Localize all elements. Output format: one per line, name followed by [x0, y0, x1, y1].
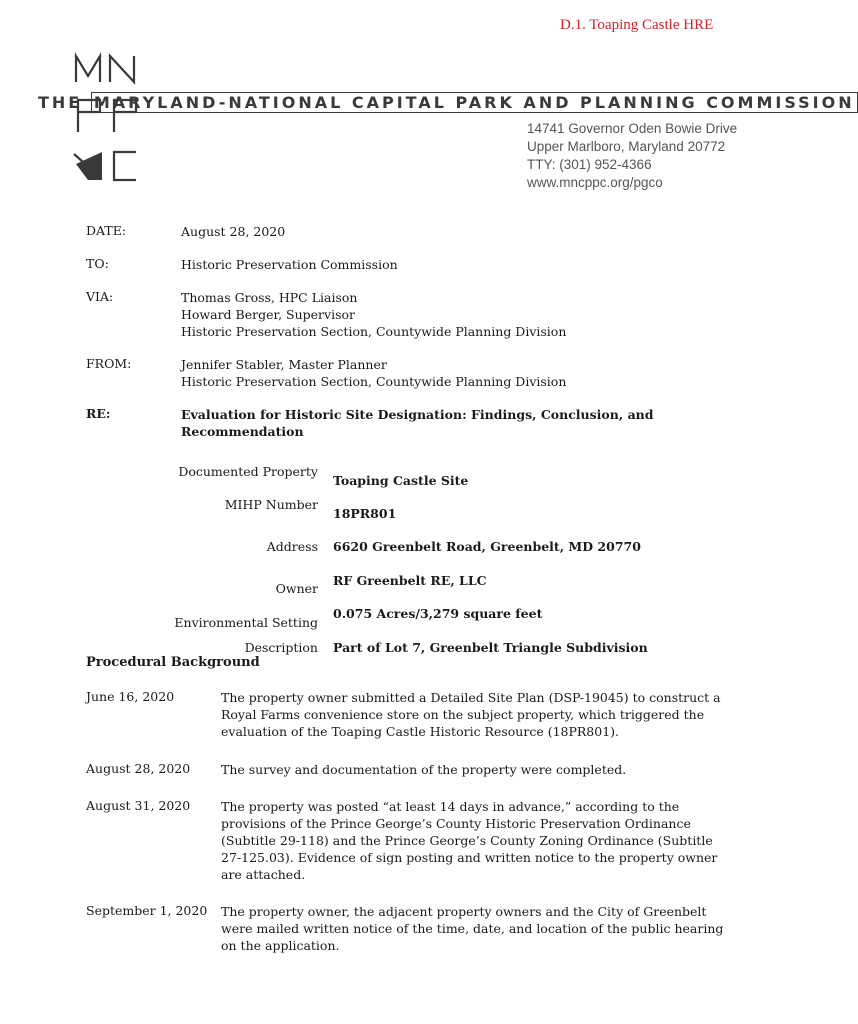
event-line: (Subtitle 29-118) and the Prince George’s County Zoning Ordinance (Subtitle [221, 833, 713, 848]
to-value: Historic Preservation Commission [181, 257, 398, 272]
event-line: The property was posted “at least 14 days in advance,” according to the [221, 799, 680, 814]
event-line: are attached. [221, 867, 306, 882]
mihp-value: 18PR801 [333, 506, 397, 521]
date-label: DATE: [86, 223, 127, 238]
logo-letter-n [110, 56, 134, 82]
mihp-label: MIHP Number [224, 497, 318, 512]
re-value [181, 406, 654, 440]
via-line: Historic Preservation Section, Countywide Planning Division [181, 324, 567, 339]
from-value [181, 356, 566, 390]
title-main: MARYLAND-NATIONAL CAPITAL PARK AND PLANNING COMMISSION [91, 92, 858, 113]
commission-title [38, 93, 858, 112]
address-line-2: Upper Marlboro, Maryland 20772 [527, 139, 726, 154]
date-value: August 28, 2020 [181, 224, 286, 239]
owner-label: Owner [275, 581, 318, 596]
event-line: provisions of the Prince George’s County Historic Preservation Ordinance [221, 816, 691, 831]
setting-label: Environmental Setting [174, 615, 318, 630]
property-label: Documented Property [178, 464, 318, 479]
event-line: The property owner submitted a Detailed Site Plan (DSP-19045) to construct a [221, 690, 721, 705]
mncppc-logo-mark [68, 52, 163, 187]
event-date: August 28, 2020 [86, 761, 191, 776]
logo-letter-m [76, 56, 100, 82]
event-line: The survey and documentation of the property were completed. [221, 762, 627, 777]
re-label: RE: [86, 406, 111, 421]
event-text [221, 761, 701, 778]
event-line: 27-125.03). Evidence of sign posting and written notice to the property owner [221, 850, 718, 865]
via-line: Thomas Gross, HPC Liaison [181, 290, 358, 305]
description-label: Description [244, 640, 318, 655]
property-value: Toaping Castle Site [333, 473, 469, 488]
to-label: TO: [86, 256, 109, 271]
event-date: September 1, 2020 [86, 903, 208, 918]
re-line: Recommendation [181, 424, 304, 439]
from-line: Historic Preservation Section, Countywide Planning Division [181, 374, 567, 389]
event-text [221, 689, 721, 740]
event-line: evaluation of the Toaping Castle Historic Resource (18PR801). [221, 724, 620, 739]
address-value: 6620 Greenbelt Road, Greenbelt, MD 20770 [333, 539, 641, 554]
event-line: on the application. [221, 938, 340, 953]
event-date: June 16, 2020 [86, 689, 175, 704]
website-link[interactable]: www.mncppc.org/pgco [527, 175, 663, 190]
via-value [181, 289, 566, 340]
via-label: VIA: [86, 289, 114, 304]
event-line: were mailed written notice of the time, date, and location of the public hearing [221, 921, 724, 936]
address-label: Address [266, 539, 318, 554]
event-text [221, 798, 718, 883]
event-line: The property owner, the adjacent property owners and the City of Greenbelt [221, 904, 707, 919]
owner-value: RF Greenbelt RE, LLC [333, 573, 487, 588]
section-title: Procedural Background [86, 655, 260, 670]
event-line: Royal Farms convenience store on the subject property, which triggered the [221, 707, 705, 722]
logo-letter-c [114, 152, 136, 180]
from-line: Jennifer Stabler, Master Planner [181, 357, 387, 372]
document-tag: D.1. Toaping Castle HRE [560, 17, 714, 33]
re-line: Evaluation for Historic Site Designation: Findings, Conclusion, and [181, 407, 654, 422]
setting-value: 0.075 Acres/3,279 square feet [333, 606, 543, 621]
title-prefix: THE [38, 93, 83, 112]
via-line: Howard Berger, Supervisor [181, 307, 355, 322]
from-label: FROM: [86, 356, 132, 371]
address-line-1: 14741 Governor Oden Bowie Drive [527, 121, 738, 136]
event-date: August 31, 2020 [86, 798, 191, 813]
description-value: Part of Lot 7, Greenbelt Triangle Subdivision [333, 640, 648, 655]
tty-line: TTY: (301) 952-4366 [527, 157, 652, 172]
event-text [221, 903, 724, 954]
